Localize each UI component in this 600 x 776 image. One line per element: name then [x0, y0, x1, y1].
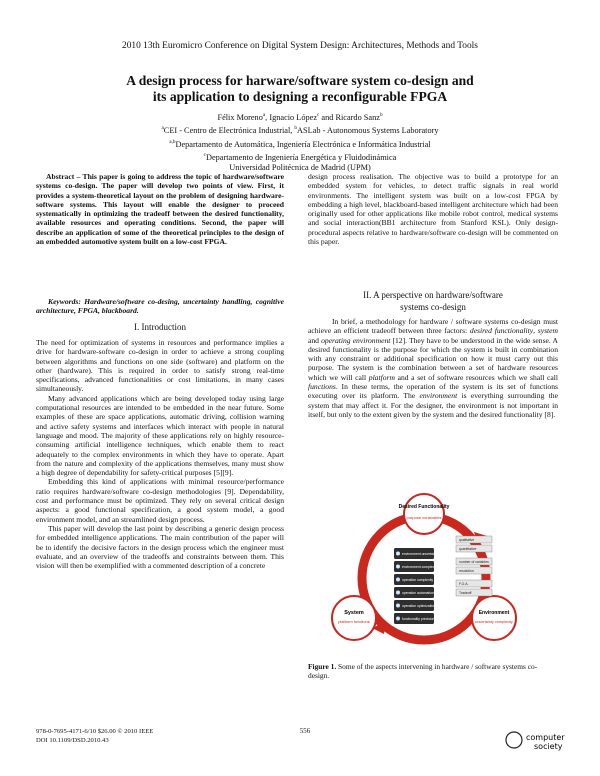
- system-label: System: [344, 610, 364, 616]
- logo-text-1: computer: [526, 733, 565, 742]
- paragraph: The need for optimization of systems in resources and performance implies a drive for hardware-software co-design in order to achieve a strong coupling between algorithms and functions on one side (software) and platform on the other (hardware). This is required in order to satisfy strong real-time specifications, advanced functionalities or cost limitations, in many cases simultaneously.: [36, 338, 284, 394]
- computer-society-logo: [500, 722, 570, 756]
- aspect-bullet-icon: [396, 565, 400, 569]
- author-block: [100, 110, 500, 174]
- environment-label: Environment: [478, 610, 510, 616]
- aspect-label: operation automation: [402, 591, 434, 595]
- aspect-boxes: [394, 548, 438, 624]
- aspect-bullet-icon: [396, 604, 400, 608]
- section-1-body: [36, 338, 284, 570]
- section-2-heading: II. A perspective on hardware/software systems co-design: [363, 290, 503, 312]
- logo-text-2: society: [534, 742, 563, 751]
- logo-mark: [506, 732, 522, 748]
- abstract: Abstract – This paper is going to address the topic of hardware/software systems co-design. The paper will develop two points of view. First, it provides a system-theoretical layout on the problem of designing hardware-software systems. This layout will enable the designer to proceed systematically in optimizing the tradeoff between the desired functionality, available resources and operating conditions. Second, the paper will describe an application of some of the theoretical principles to the design of an embedded automotive system built on a low-cost FPGA.: [36, 172, 284, 247]
- figure-1-diagram: [324, 492, 540, 658]
- right-aspect-label: Tradeoff: [459, 591, 472, 595]
- aspect-label: functionality precision: [402, 617, 435, 621]
- keywords: Keywords: Hardware/software co-desing, uncertainty handling, cognitive architecture, FPGA, blackboard.: [36, 297, 284, 316]
- paragraph: This paper will develop the last point by describing a generic design process for embedded intelligence applications. The main contribution of the paper will be to identify the decisive factors in the design process which the engineer must evaluate, and an overview of the tradeoffs and constraints between them. This vision will then be exemplified with a commented description of a concrete: [36, 523, 284, 571]
- aspect-bullet-icon: [396, 591, 400, 595]
- right-aspect-label: qualitative: [459, 538, 475, 542]
- paragraph: Embedding this kind of applications with minimal resource/performance ratio requires hardware/software co-design methodologies [9]. Dependability, cost and performance must be optimized. They rely on several critical design aspects: a good functional specification, a good system model, a good environment model, and an streamlined design process.: [36, 477, 284, 524]
- right-aspect-label: resolution: [459, 569, 474, 573]
- aspect-bullet-icon: [396, 552, 400, 556]
- author-line: Félix Moreno$^a$, Ignacio López$^c$ and Ricardo Sanz$^b$: [217, 112, 383, 122]
- paragraph: Many advanced applications which are being developed today using large computational resources are intended to be embedded in the near future. Some examples of these are space applications, automatic driving, collision warning and active safety systems and interfaces which interact with people in natural language and mood. The majority of these applications rely on highly resource-consuming artificial intelligence techniques, which enable them to react adequately to the complex environments in which they have to operate. Apart from the nature and complexity of the applications themselves, many must show a high degree of dependability for safety-critical purposes [5][9].: [36, 393, 284, 478]
- functionality-sub: purpose constraints: [406, 515, 442, 520]
- affiliation-2: $^{a,b}$Departamento de Automática, Ingeniería Electrónica e Informática Industrial: [169, 138, 431, 149]
- affiliation-4: Universidad Politécnica de Madrid (UPM): [229, 163, 371, 173]
- aspect-label: environment complexity: [402, 565, 438, 569]
- title-line-1: A design process for harware/software system co-design and: [126, 73, 474, 88]
- title-line-2: its application to designing a reconfigurable FPGA: [152, 89, 448, 104]
- affiliation-3: $^c$Departamento de Ingeniería Energética y Fluidodinámica: [203, 151, 397, 162]
- environment-node: [472, 596, 516, 640]
- right-aspect-label: F.O.A.: [459, 582, 469, 586]
- aspect-bullet-icon: [396, 578, 400, 582]
- column-2-continuation: design process realisation. The objective was to build a prototype for an embedded system for vehicles, to detect traffic signals in real world environments. The intelligent system was built on a low-cost FPGA by embedding a high level, blackboard-based intelligent architecture which had been originally used for other applications like mobile robot control, medical systems and social interaction(BB1 architecture from Stanford KSL). Only design-procedural aspects relative to hardware/software co-design will be commented on this paper.: [308, 172, 558, 247]
- functionality-node: [404, 494, 444, 534]
- section-2-body: In brief, a methodology for hardware / software systems co-design must achieve an efficient tradeoff between three factors: desired functionality, system and operating environment [12]. They have to be understood in the wide sense. A desired functionality is the purpose for which the system is built in combination with any constraint or additional specification on how it must carry out this purpose. The system is the combination between a set of hardware resources which we will call platform and a set of software resources which we shall call functions. In these terms, the operation of the system is its set of functions executing over its platform. The environment is everything surrounding the system that may affect it. For the designer, the environment is not important in itself, but only to the extent given by the system and the desired functionality [8].: [308, 317, 559, 419]
- environment-sub: uncertainty complexity: [475, 620, 513, 624]
- affiliation-1: $^a$CEI - Centro de Electrónica Industrial, $^b$ASLab - Autonomous Systems Laboratory: [161, 125, 439, 136]
- aspect-label: environment uncertainty: [402, 552, 439, 556]
- aspect-bullet-icon: [396, 617, 400, 621]
- right-aspect-label: number of variables: [459, 560, 489, 564]
- system-sub: platform functions: [338, 619, 370, 624]
- paper-title: [60, 73, 540, 105]
- system-node: [332, 596, 376, 640]
- figure-caption: Figure 1. Some of the aspects intervening in hardware / software systems co-design.: [308, 662, 538, 681]
- right-aspect-label: quantitative: [459, 547, 477, 551]
- footer-copyright: 978-0-7695-4171-6/10 $26.00 © 2010 IEEE DOI 10.1109/DSD.2010.43: [36, 728, 154, 744]
- conference-header: 2010 13th Euromicro Conference on Digital System Design: Architectures, Methods and Tools: [122, 41, 478, 51]
- aspect-label: operation complexity: [402, 578, 434, 582]
- aspect-label: operation optimization: [402, 604, 436, 608]
- section-1-heading: I. Introduction: [134, 322, 186, 332]
- page-number: 556: [299, 728, 311, 735]
- functionality-label: Desired Functionality: [398, 504, 450, 510]
